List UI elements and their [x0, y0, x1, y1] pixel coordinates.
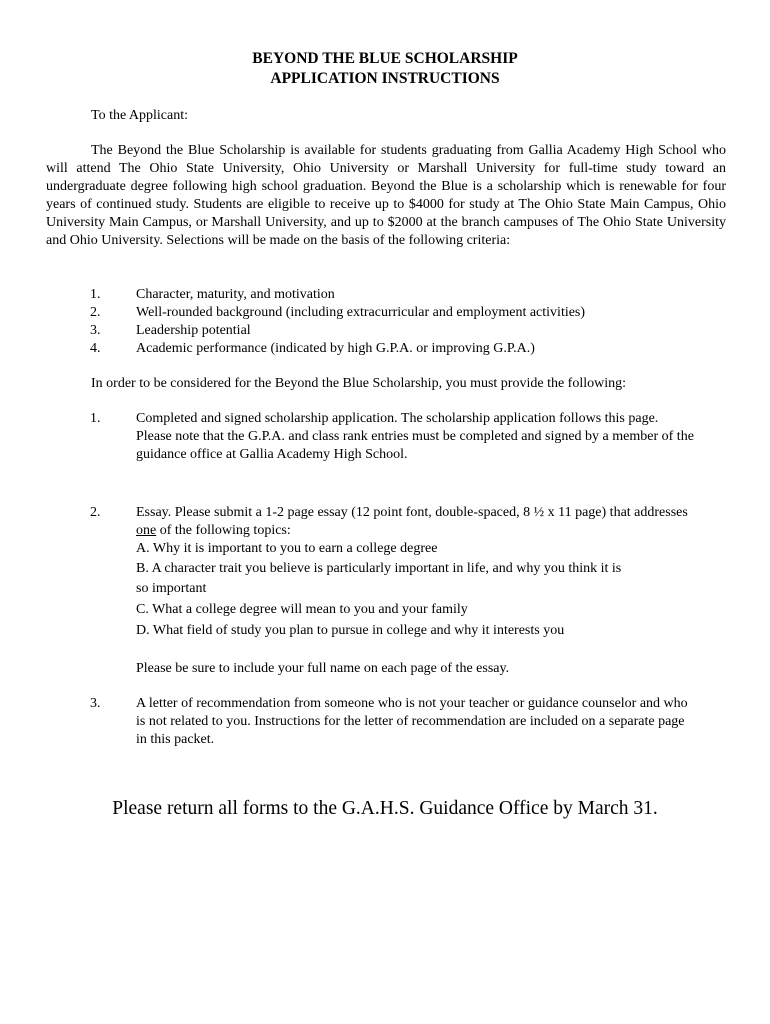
requirement-text: A letter of recommendation from someone who is not your teacher or guidance counselor and who is not related to you. Instructions for the letter of recommendation are included on a separate page in this packet.	[136, 696, 688, 747]
essay-topic-b-continued: so important	[136, 581, 207, 596]
criteria-text: Academic performance (indicated by high G.P.A. or improving G.P.A.)	[136, 341, 535, 356]
criteria-number: 4.	[90, 341, 101, 356]
requirement-text	[136, 504, 696, 540]
essay-text-end: of the following topics:	[156, 523, 291, 538]
requirement-number: 2.	[90, 505, 101, 520]
requirement-number: 1.	[90, 411, 101, 426]
title-line-1: BEYOND THE BLUE SCHOLARSHIP	[252, 50, 518, 67]
criteria-number: 2.	[90, 305, 101, 320]
essay-topic-d: D. What field of study you plan to pursue in college and why it interests you	[136, 623, 565, 638]
essay-text-start: Essay. Please submit a 1-2 page essay (12 point font, double-spaced, 8 ½ x 11 page) that addresses	[136, 505, 688, 520]
intro-paragraph: The Beyond the Blue Scholarship is available for students graduating from Gallia Academy High School who will attend The Ohio State University, Ohio University or Marshall University for full-time study toward an undergraduate degree following high school graduation. Beyond the Blue is a scholarship which is renewable for four years of continued study. Students are eligible to receive up to $4000 for study at The Ohio State Main Campus, Ohio University Main Campus, or Marshall University, and up to $2000 at the branch campuses of The Ohio State University and Ohio University. Selections will be made on the basis of the following criteria:	[46, 143, 726, 248]
essay-note: Please be sure to include your full name on each page of the essay.	[136, 661, 510, 676]
requirement-number: 3.	[90, 696, 101, 711]
criteria-text: Well-rounded background (including extracurricular and employment activities)	[136, 305, 586, 320]
essay-topic-b: B. A character trait you believe is particularly important in life, and why you think it is	[136, 561, 622, 576]
requirements-intro: In order to be considered for the Beyond the Blue Scholarship, you must provide the following:	[91, 376, 627, 391]
criteria-number: 1.	[90, 287, 101, 302]
essay-topic-c: C. What a college degree will mean to you and your family	[136, 602, 468, 617]
return-deadline-notice: Please return all forms to the G.A.H.S. Guidance Office by March 31.	[112, 798, 658, 819]
criteria-text: Character, maturity, and motivation	[136, 287, 335, 302]
essay-topic-a: A. Why it is important to you to earn a college degree	[136, 541, 438, 556]
criteria-number: 3.	[90, 323, 101, 338]
criteria-text: Leadership potential	[136, 323, 251, 338]
requirement-text: Completed and signed scholarship application. The scholarship application follows this page. Please note that the G.P.A. and class rank entries must be completed and signed by a member of the guidance office at Gallia Academy High School.	[136, 411, 694, 462]
salutation: To the Applicant:	[91, 108, 189, 123]
essay-underlined-word: one	[136, 523, 157, 538]
title-line-2: APPLICATION INSTRUCTIONS	[270, 70, 500, 87]
